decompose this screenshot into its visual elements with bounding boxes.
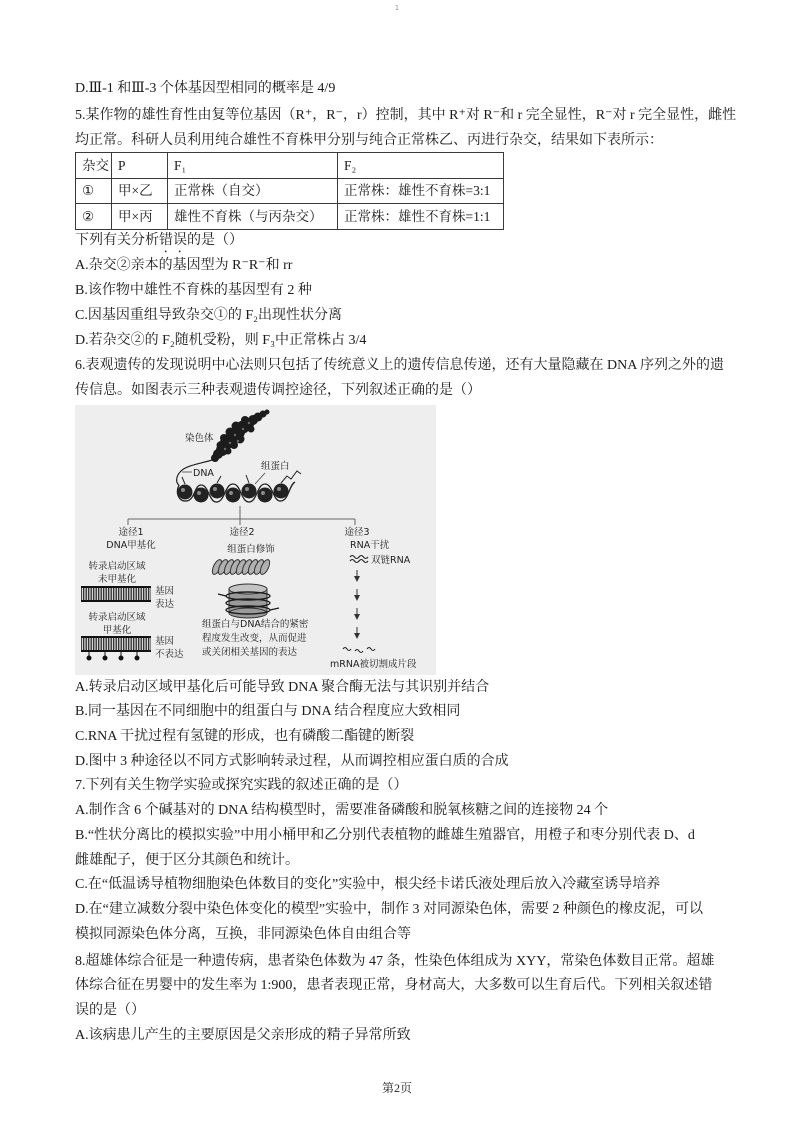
path1-state-a: 未甲基化 — [97, 574, 137, 585]
table-row — [76, 204, 504, 230]
path3-result: mRNA被切割成片段 — [330, 659, 417, 670]
table-cell: 甲×丙 — [112, 204, 168, 230]
epigenetics-figure — [75, 405, 436, 675]
table-cell: 雄性不育株（与丙杂交） — [168, 204, 338, 230]
q6-stem-line-1: 6.表观遗传的发现说明中心法则只包括了传统意义上的遗传信息传递，还有大量隐藏在 DNA 序列之外的遗 — [75, 357, 725, 373]
table-header-row — [76, 153, 504, 179]
q7-stem: 7.下列有关生物学实验或探究实践的叙述正确的是（） — [75, 778, 408, 794]
q6-option-c: C.RNA 干扰过程有氢键的形成，也有磷酸二酯键的断裂 — [75, 729, 415, 745]
page-top-mark: 1 — [394, 4, 400, 12]
cross-results-table — [75, 152, 504, 230]
epigenetics-diagram — [75, 405, 436, 675]
q6-option-d: D.图中 3 种途径以不同方式影响转录过程，从而调控相应蛋白质的合成 — [75, 753, 509, 769]
path3-name: RNA干扰 — [350, 540, 390, 551]
path2-desc-line-3: 或关闭相关基因的表达 — [202, 647, 298, 658]
table-header-p: P — [112, 153, 168, 179]
q4-block — [75, 76, 735, 101]
label-dna: DNA — [193, 468, 214, 479]
q5-prompt-after: 的是（） — [187, 232, 243, 248]
path3-dsrna-label: 双链RNA — [371, 555, 411, 566]
path1-state-b: 甲基化 — [102, 625, 132, 636]
q7-option-b-line-2: 雌雄配子，便于区分其颜色和统计。 — [75, 852, 299, 868]
histone-coil-shape — [210, 558, 271, 575]
q8-stem-line-3: 误的是（） — [75, 1003, 145, 1019]
q7-option-d-line-1: D.在“建立减数分裂中染色体变化的模型”实验中，制作 3 对同源染色体，需要 2 种颜色的橡皮泥，可以 — [75, 901, 704, 917]
q6-stem — [75, 353, 735, 403]
q8-option-a: A.该病患儿产生的主要原因是父亲形成的精子异常所致 — [75, 1027, 411, 1043]
path1-result-a1: 基因 — [155, 586, 175, 597]
path1-result-b2: 不表达 — [155, 649, 184, 660]
q6-option-a: A.转录启动区域甲基化后可能导致 DNA 聚合酶无法与其识别并结合 — [75, 679, 490, 695]
q7-option-c-line-1: C.在“低温诱导植物细胞染色体数目的变化”实验中，根尖经卡诺氏液处理后放入冷藏室诱导培养 — [75, 877, 661, 893]
path3-title: 途径3 — [344, 527, 370, 538]
table-cell: 正常株（自交） — [168, 178, 338, 204]
path1-name: DNA甲基化 — [106, 540, 156, 551]
table-header-f1: F₁ — [168, 153, 338, 179]
path2-desc-line-1: 组蛋白与DNA结合的紧密 — [202, 619, 309, 630]
path1-result-a2: 表达 — [155, 599, 175, 610]
q5-option-c: C.因基因重组导致杂交①的 F₂出现性状分离 — [75, 307, 343, 323]
path1-title: 途径1 — [118, 527, 144, 538]
path1-region-b: 转录启动区域 — [88, 612, 146, 623]
table-cell: ① — [76, 178, 112, 204]
q5-option-a: A.杂交②亲本的基因型为 R⁻R⁻和 rr — [75, 257, 293, 273]
q5-prompt — [75, 228, 735, 253]
path2-title: 途径2 — [229, 527, 255, 538]
q7-option-b-line-1: B.“性状分离比的模拟实验”中用小桶甲和乙分别代表植物的雌雄生殖器官，用橙子和枣分别代表 D、d — [75, 827, 695, 843]
q5-stem-line-1: 5.某作物的雄性育性由复等位基因（R⁺，R⁻，r）控制，其中 R⁺对 R⁻和 r 完全显性，R⁻对 r 完全显性，雌性 — [75, 107, 737, 123]
q4-option-d: D.Ⅲ-1 和Ⅲ-3 个体基因型相同的概率是 4/9 — [75, 80, 336, 96]
path1-result-b1: 基因 — [155, 636, 175, 647]
q5-prompt-emphasis: 错误 — [159, 232, 187, 248]
table-row — [76, 178, 504, 204]
q7-block — [75, 774, 735, 947]
table-cell: ② — [76, 204, 112, 230]
table-cell: 甲×乙 — [112, 178, 168, 204]
table-header-f2: F₂ — [338, 153, 504, 179]
unmethylated-dna-strip — [81, 587, 151, 601]
q8-stem-line-2: 体综合征在男婴中的发生率为 1:900，患者表现正常，身材高大，大多数可以生育后代。下列相关叙述错 — [75, 978, 713, 994]
path1-region-a: 转录启动区域 — [88, 561, 146, 572]
q5-stem-line-2: 均正常。科研人员利用纯合雄性不育株甲分别与纯合正常株乙、丙进行杂交，结果如下表所示： — [75, 132, 663, 148]
path2-desc-line-2: 程度发生改变，从而促进 — [202, 633, 307, 644]
q7-option-a-line-1: A.制作含 6 个碱基对的 DNA 结构模型时，需要准备磷酸和脱氧核糖之间的连接物 24 个 — [75, 803, 609, 819]
table-cell: 正常株：雄性不育株=1:1 — [338, 204, 504, 230]
path2-name: 组蛋白修饰 — [227, 544, 275, 555]
q8-block — [75, 950, 735, 1049]
q5-options — [75, 228, 735, 353]
q5-option-b: B.该作物中雄性不育株的基因型有 2 种 — [75, 282, 312, 298]
q5-option-d: D.若杂交②的 F₂随机受粉，则 F₃中正常株占 3/4 — [75, 332, 367, 348]
q7-option-d-line-2: 模拟同源染色体分离，互换，非同源染色体自由组合等 — [75, 926, 411, 942]
q6-options — [75, 676, 735, 775]
q6-stem-line-2: 传信息。如图表示三种表观遗传调控途径，下列叙述正确的是（） — [75, 382, 481, 398]
table-cell: 正常株：雄性不育株=3:1 — [338, 178, 504, 204]
label-histone: 组蛋白 — [261, 461, 290, 472]
q5-prompt-before: 下列有关分析 — [75, 232, 159, 248]
label-chromosome: 染色体 — [185, 433, 214, 444]
q6-option-b: B.同一基因在不同细胞中的组蛋白与 DNA 结合程度应大致相同 — [75, 704, 461, 720]
page-footer: 第2页 — [381, 1081, 412, 1095]
table-header-cross: 杂交 — [76, 153, 112, 179]
q5-stem — [75, 103, 735, 153]
q8-stem-line-1: 8.超雄体综合征是一种遗传病，患者染色体数为 47 条，性染色体组成为 XYY，常染色体数目正常。超雄 — [75, 953, 715, 969]
